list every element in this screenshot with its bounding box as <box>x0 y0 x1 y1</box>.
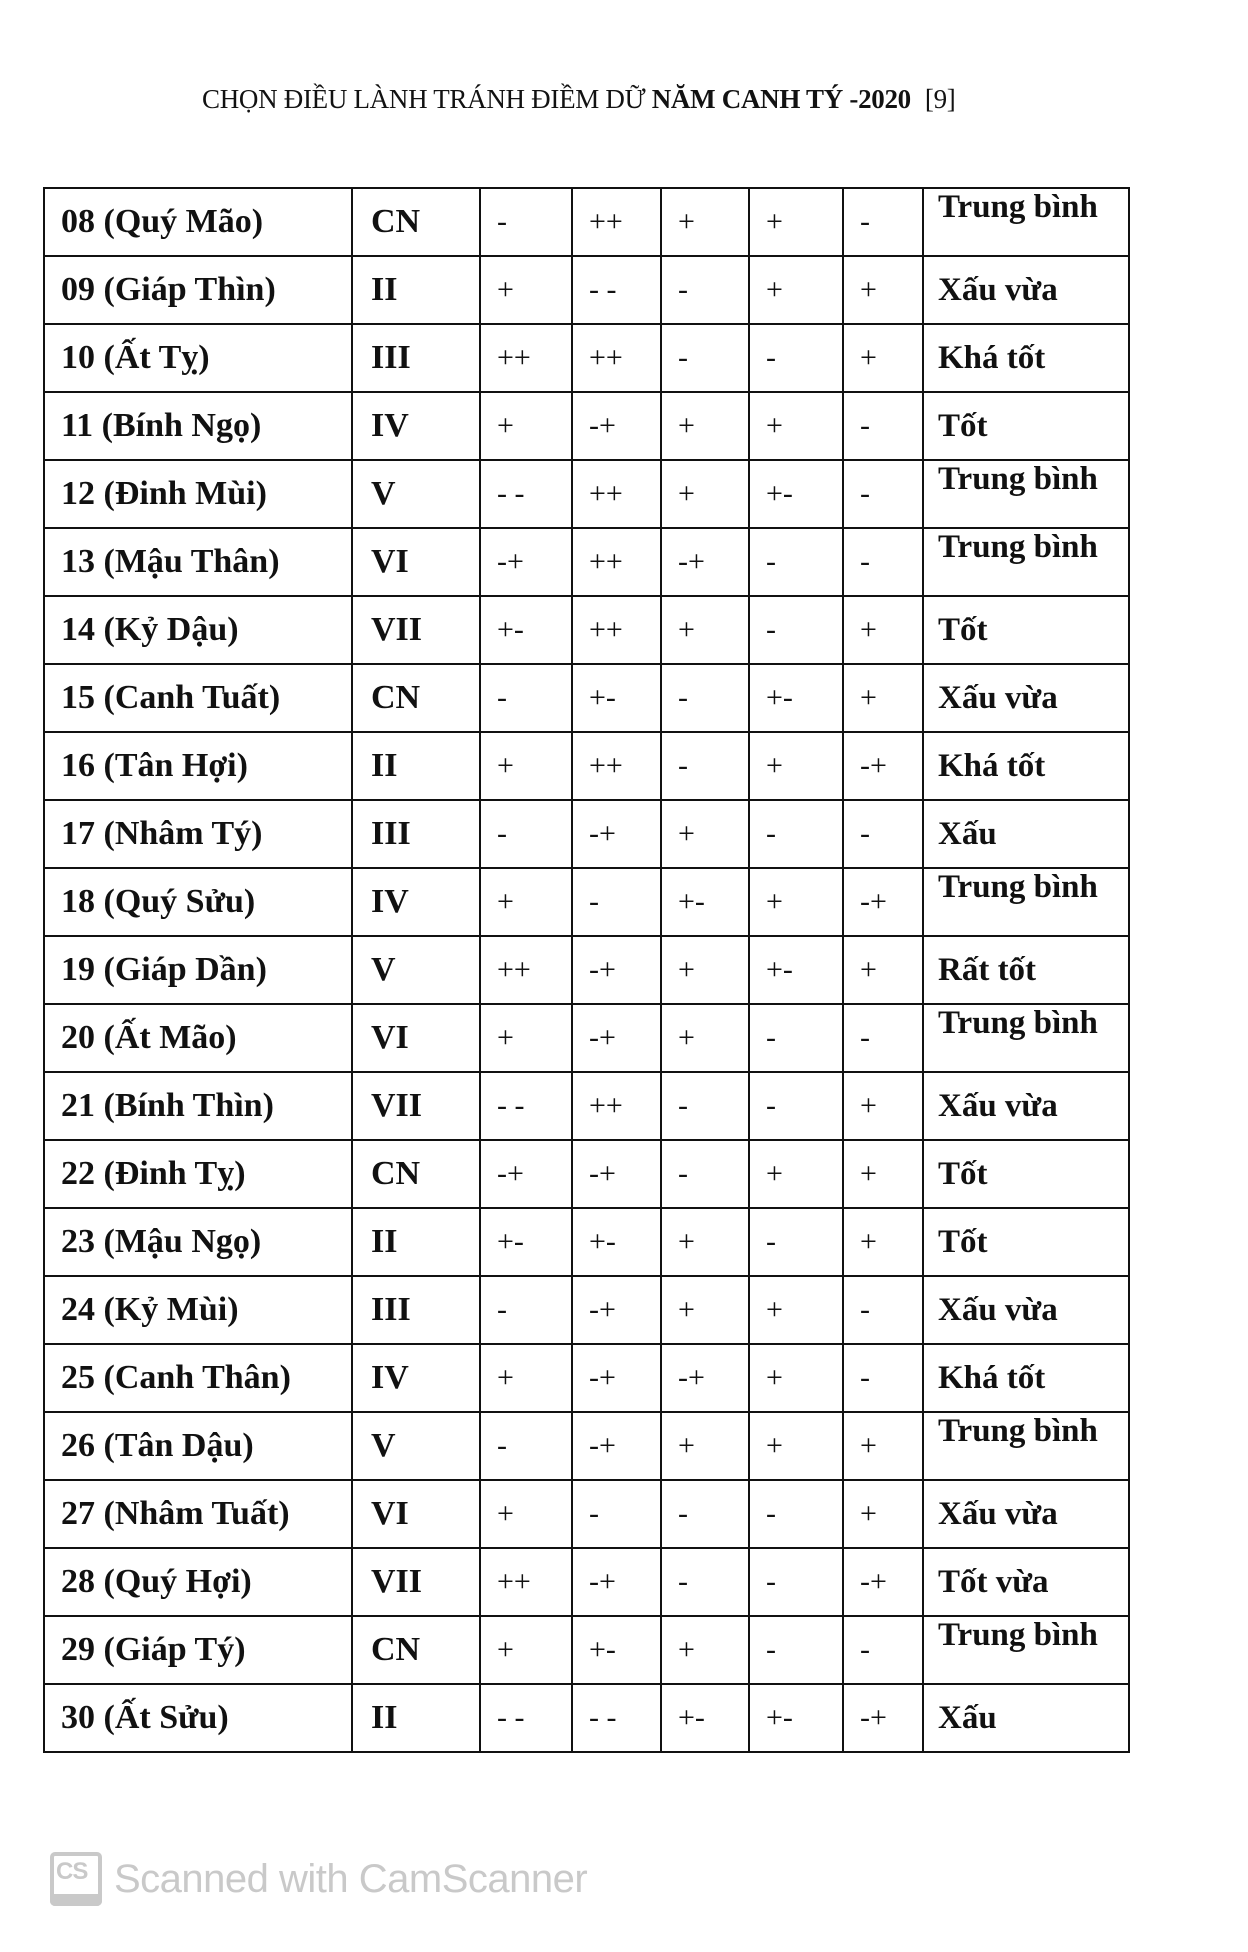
mark-cell-3: + <box>661 1208 749 1276</box>
table-row <box>44 324 1129 392</box>
page-number: [9] <box>924 84 956 114</box>
mark-cell-4: + <box>749 732 843 800</box>
mark-cell-1: + <box>480 392 572 460</box>
mark-cell-5: - <box>843 1004 923 1072</box>
day-cell: 14 (Kỷ Dậu) <box>44 596 352 664</box>
mark-cell-4: + <box>749 1276 843 1344</box>
mark-cell-2: -+ <box>572 1140 661 1208</box>
mark-cell-5: + <box>843 664 923 732</box>
day-cell: 20 (Ất Mão) <box>44 1004 352 1072</box>
mark-cell-2: +- <box>572 1616 661 1684</box>
day-cell: 08 (Quý Mão) <box>44 188 352 256</box>
mark-cell-1: +- <box>480 1208 572 1276</box>
camscanner-watermark <box>50 1852 587 1906</box>
weekday-cell: II <box>352 1684 480 1752</box>
camscanner-logo-icon <box>50 1852 102 1906</box>
day-rating-table <box>43 187 1130 1753</box>
mark-cell-3: - <box>661 324 749 392</box>
mark-cell-4: - <box>749 1072 843 1140</box>
mark-cell-1: +- <box>480 596 572 664</box>
day-cell: 26 (Tân Dậu) <box>44 1412 352 1480</box>
day-cell: 22 (Đinh Tỵ) <box>44 1140 352 1208</box>
mark-cell-4: + <box>749 188 843 256</box>
verdict-cell: Xấu vừa <box>923 1276 1129 1344</box>
table-row <box>44 1140 1129 1208</box>
weekday-cell: VI <box>352 1480 480 1548</box>
weekday-cell: CN <box>352 664 480 732</box>
day-cell: 11 (Bính Ngọ) <box>44 392 352 460</box>
mark-cell-4: - <box>749 596 843 664</box>
weekday-cell: III <box>352 800 480 868</box>
weekday-cell: CN <box>352 1140 480 1208</box>
mark-cell-5: + <box>843 1480 923 1548</box>
mark-cell-1: + <box>480 1616 572 1684</box>
mark-cell-5: -+ <box>843 1548 923 1616</box>
mark-cell-4: + <box>749 868 843 936</box>
mark-cell-5: + <box>843 256 923 324</box>
mark-cell-3: + <box>661 596 749 664</box>
mark-cell-1: -+ <box>480 1140 572 1208</box>
mark-cell-3: - <box>661 664 749 732</box>
verdict-cell: Tốt <box>923 392 1129 460</box>
mark-cell-2: -+ <box>572 1344 661 1412</box>
table-row <box>44 528 1129 596</box>
mark-cell-2: -+ <box>572 1548 661 1616</box>
mark-cell-3: +- <box>661 1684 749 1752</box>
mark-cell-2: - - <box>572 1684 661 1752</box>
weekday-cell: CN <box>352 1616 480 1684</box>
day-cell: 24 (Kỷ Mùi) <box>44 1276 352 1344</box>
day-cell: 27 (Nhâm Tuất) <box>44 1480 352 1548</box>
day-cell: 18 (Quý Sửu) <box>44 868 352 936</box>
mark-cell-4: - <box>749 324 843 392</box>
mark-cell-1: ++ <box>480 324 572 392</box>
table-row <box>44 1276 1129 1344</box>
day-cell: 13 (Mậu Thân) <box>44 528 352 596</box>
day-cell: 23 (Mậu Ngọ) <box>44 1208 352 1276</box>
table-row <box>44 1480 1129 1548</box>
table-row <box>44 1616 1129 1684</box>
mark-cell-2: ++ <box>572 732 661 800</box>
table-row <box>44 596 1129 664</box>
verdict-cell: Rất tốt <box>923 936 1129 1004</box>
mark-cell-3: + <box>661 460 749 528</box>
verdict-cell: Trung bình <box>923 1004 1129 1072</box>
mark-cell-1: - <box>480 1276 572 1344</box>
weekday-cell: VII <box>352 1072 480 1140</box>
mark-cell-3: - <box>661 1072 749 1140</box>
table-row <box>44 936 1129 1004</box>
mark-cell-3: + <box>661 800 749 868</box>
mark-cell-4: - <box>749 1480 843 1548</box>
mark-cell-5: -+ <box>843 732 923 800</box>
table-row <box>44 460 1129 528</box>
mark-cell-5: - <box>843 800 923 868</box>
mark-cell-5: + <box>843 1208 923 1276</box>
weekday-cell: II <box>352 732 480 800</box>
mark-cell-3: + <box>661 1412 749 1480</box>
mark-cell-2: - - <box>572 256 661 324</box>
table-row <box>44 1072 1129 1140</box>
mark-cell-4: - <box>749 1004 843 1072</box>
mark-cell-3: - <box>661 732 749 800</box>
mark-cell-3: + <box>661 392 749 460</box>
day-cell: 29 (Giáp Tý) <box>44 1616 352 1684</box>
verdict-cell: Xấu vừa <box>923 664 1129 732</box>
mark-cell-5: - <box>843 1616 923 1684</box>
table-row <box>44 1412 1129 1480</box>
mark-cell-5: - <box>843 392 923 460</box>
day-cell: 19 (Giáp Dần) <box>44 936 352 1004</box>
weekday-cell: V <box>352 1412 480 1480</box>
mark-cell-2: -+ <box>572 936 661 1004</box>
day-cell: 15 (Canh Tuất) <box>44 664 352 732</box>
mark-cell-2: ++ <box>572 1072 661 1140</box>
mark-cell-1: + <box>480 868 572 936</box>
mark-cell-5: + <box>843 596 923 664</box>
mark-cell-3: - <box>661 256 749 324</box>
weekday-cell: CN <box>352 188 480 256</box>
weekday-cell: V <box>352 936 480 1004</box>
mark-cell-3: +- <box>661 868 749 936</box>
mark-cell-4: + <box>749 256 843 324</box>
mark-cell-2: ++ <box>572 188 661 256</box>
weekday-cell: IV <box>352 1344 480 1412</box>
weekday-cell: VII <box>352 596 480 664</box>
verdict-cell: Tốt vừa <box>923 1548 1129 1616</box>
mark-cell-5: -+ <box>843 1684 923 1752</box>
mark-cell-4: - <box>749 1548 843 1616</box>
verdict-cell: Khá tốt <box>923 732 1129 800</box>
verdict-cell: Xấu vừa <box>923 256 1129 324</box>
mark-cell-5: -+ <box>843 868 923 936</box>
verdict-cell: Tốt <box>923 596 1129 664</box>
mark-cell-2: ++ <box>572 596 661 664</box>
day-cell: 30 (Ất Sửu) <box>44 1684 352 1752</box>
verdict-cell: Xấu vừa <box>923 1480 1129 1548</box>
weekday-cell: IV <box>352 868 480 936</box>
mark-cell-2: +- <box>572 1208 661 1276</box>
mark-cell-4: +- <box>749 460 843 528</box>
day-cell: 09 (Giáp Thìn) <box>44 256 352 324</box>
mark-cell-4: +- <box>749 936 843 1004</box>
table-row <box>44 1344 1129 1412</box>
mark-cell-3: + <box>661 936 749 1004</box>
verdict-cell: Trung bình <box>923 868 1129 936</box>
table-row <box>44 664 1129 732</box>
mark-cell-1: - <box>480 800 572 868</box>
mark-cell-2: - <box>572 1480 661 1548</box>
camscanner-logo-text: CS <box>56 1858 88 1885</box>
mark-cell-4: - <box>749 1208 843 1276</box>
page-header <box>202 84 955 115</box>
mark-cell-2: -+ <box>572 392 661 460</box>
weekday-cell: VI <box>352 1004 480 1072</box>
mark-cell-1: ++ <box>480 1548 572 1616</box>
weekday-cell: III <box>352 324 480 392</box>
mark-cell-1: - - <box>480 1072 572 1140</box>
mark-cell-2: -+ <box>572 1276 661 1344</box>
mark-cell-3: - <box>661 1140 749 1208</box>
mark-cell-2: -+ <box>572 800 661 868</box>
mark-cell-5: + <box>843 1140 923 1208</box>
mark-cell-4: - <box>749 800 843 868</box>
mark-cell-1: + <box>480 1480 572 1548</box>
verdict-cell: Trung bình <box>923 528 1129 596</box>
mark-cell-3: + <box>661 1004 749 1072</box>
mark-cell-4: - <box>749 1616 843 1684</box>
day-cell: 10 (Ất Tỵ) <box>44 324 352 392</box>
mark-cell-1: - <box>480 664 572 732</box>
mark-cell-4: - <box>749 528 843 596</box>
table-row <box>44 732 1129 800</box>
mark-cell-3: + <box>661 1616 749 1684</box>
mark-cell-2: ++ <box>572 324 661 392</box>
mark-cell-1: - <box>480 1412 572 1480</box>
header-title-bold: NĂM CANH TÝ -2020 <box>651 84 911 114</box>
mark-cell-2: -+ <box>572 1004 661 1072</box>
weekday-cell: V <box>352 460 480 528</box>
verdict-cell: Trung bình <box>923 460 1129 528</box>
mark-cell-1: + <box>480 1344 572 1412</box>
table-row <box>44 256 1129 324</box>
table-row <box>44 392 1129 460</box>
mark-cell-3: + <box>661 1276 749 1344</box>
day-cell: 25 (Canh Thân) <box>44 1344 352 1412</box>
mark-cell-4: +- <box>749 664 843 732</box>
mark-cell-1: + <box>480 1004 572 1072</box>
table-row <box>44 1548 1129 1616</box>
mark-cell-2: ++ <box>572 528 661 596</box>
verdict-cell: Xấu vừa <box>923 1072 1129 1140</box>
table-row <box>44 1684 1129 1752</box>
mark-cell-4: +- <box>749 1684 843 1752</box>
mark-cell-1: -+ <box>480 528 572 596</box>
mark-cell-1: + <box>480 256 572 324</box>
weekday-cell: II <box>352 1208 480 1276</box>
mark-cell-3: - <box>661 1480 749 1548</box>
mark-cell-1: + <box>480 732 572 800</box>
mark-cell-4: + <box>749 392 843 460</box>
verdict-cell: Khá tốt <box>923 1344 1129 1412</box>
verdict-cell: Tốt <box>923 1208 1129 1276</box>
mark-cell-1: - <box>480 188 572 256</box>
verdict-cell: Trung bình <box>923 1412 1129 1480</box>
weekday-cell: VI <box>352 528 480 596</box>
mark-cell-4: + <box>749 1344 843 1412</box>
mark-cell-3: -+ <box>661 528 749 596</box>
mark-cell-4: + <box>749 1412 843 1480</box>
weekday-cell: II <box>352 256 480 324</box>
mark-cell-5: - <box>843 188 923 256</box>
mark-cell-3: -+ <box>661 1344 749 1412</box>
day-cell: 28 (Quý Hợi) <box>44 1548 352 1616</box>
verdict-cell: Trung bình <box>923 188 1129 256</box>
mark-cell-5: + <box>843 936 923 1004</box>
day-cell: 17 (Nhâm Tý) <box>44 800 352 868</box>
mark-cell-2: - <box>572 868 661 936</box>
mark-cell-1: ++ <box>480 936 572 1004</box>
table-row <box>44 868 1129 936</box>
day-cell: 12 (Đinh Mùi) <box>44 460 352 528</box>
mark-cell-5: - <box>843 1344 923 1412</box>
mark-cell-2: -+ <box>572 1412 661 1480</box>
table-row <box>44 1004 1129 1072</box>
mark-cell-5: + <box>843 324 923 392</box>
weekday-cell: IV <box>352 392 480 460</box>
mark-cell-5: + <box>843 1072 923 1140</box>
table-row <box>44 188 1129 256</box>
mark-cell-2: +- <box>572 664 661 732</box>
header-title-regular: CHỌN ĐIỀU LÀNH TRÁNH ĐIỀM DỮ <box>202 84 652 114</box>
watermark-text: Scanned with CamScanner <box>114 1856 588 1901</box>
mark-cell-5: - <box>843 460 923 528</box>
mark-cell-3: - <box>661 1548 749 1616</box>
table-body <box>44 188 1129 1752</box>
mark-cell-4: + <box>749 1140 843 1208</box>
day-cell: 21 (Bính Thìn) <box>44 1072 352 1140</box>
mark-cell-1: - - <box>480 1684 572 1752</box>
verdict-cell: Tốt <box>923 1140 1129 1208</box>
weekday-cell: VII <box>352 1548 480 1616</box>
table-row <box>44 1208 1129 1276</box>
table-row <box>44 800 1129 868</box>
verdict-cell: Trung bình <box>923 1616 1129 1684</box>
verdict-cell: Khá tốt <box>923 324 1129 392</box>
mark-cell-3: + <box>661 188 749 256</box>
verdict-cell: Xấu <box>923 800 1129 868</box>
day-cell: 16 (Tân Hợi) <box>44 732 352 800</box>
mark-cell-5: - <box>843 1276 923 1344</box>
mark-cell-5: - <box>843 528 923 596</box>
weekday-cell: III <box>352 1276 480 1344</box>
mark-cell-5: + <box>843 1412 923 1480</box>
verdict-cell: Xấu <box>923 1684 1129 1752</box>
mark-cell-1: - - <box>480 460 572 528</box>
mark-cell-2: ++ <box>572 460 661 528</box>
